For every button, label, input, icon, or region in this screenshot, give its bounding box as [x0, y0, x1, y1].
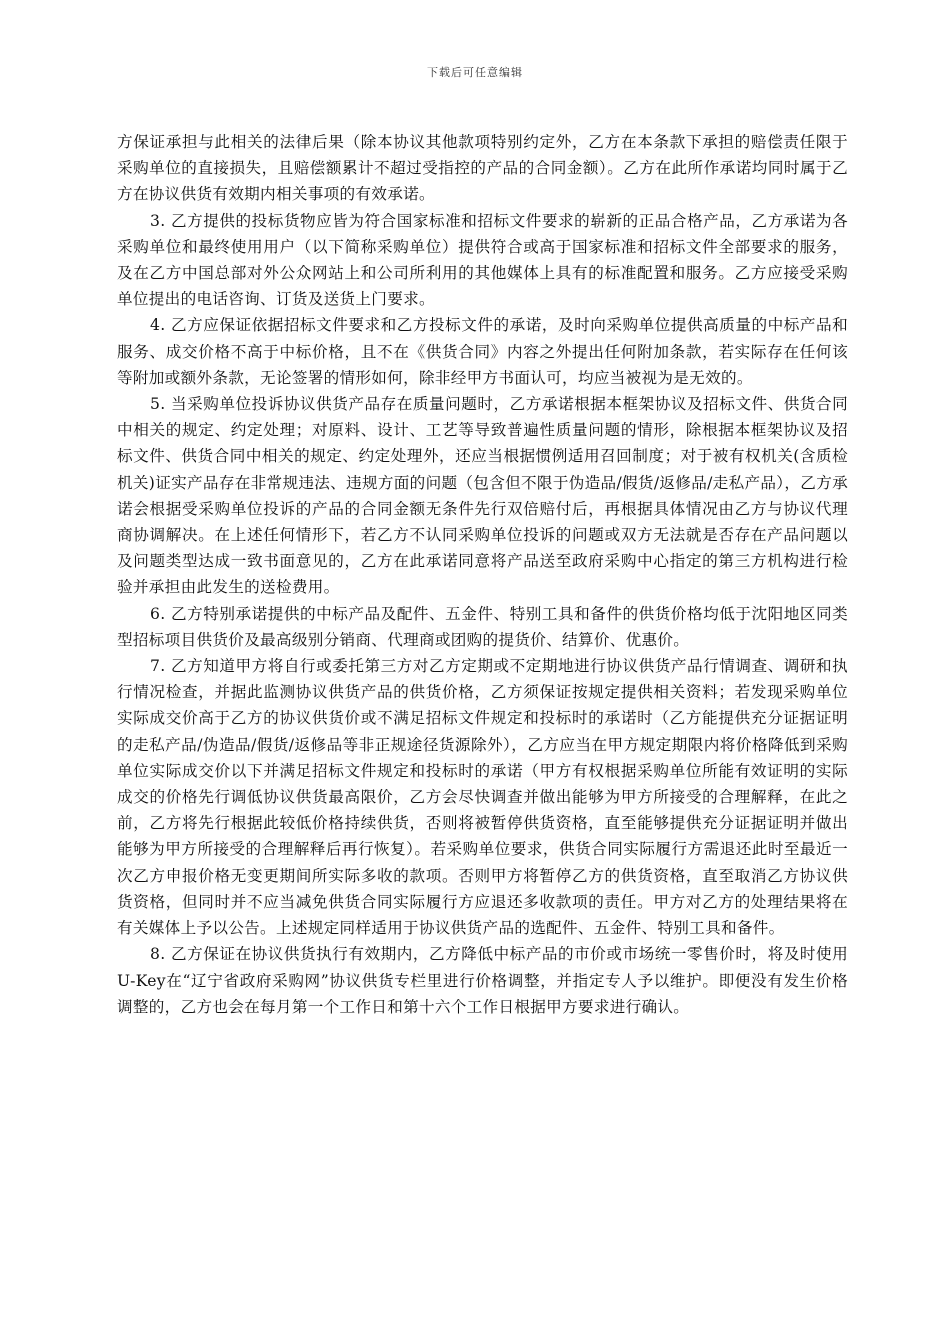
paragraph-clause-5: 5. 当采购单位投诉协议供货产品存在质量问题时，乙方承诺根据本框架协议及招标文件、供货合同中相关的规定、约定处理；对原料、设计、工艺等导致普遍性质量问题的情形，除根据本框架协议及招标文件、供货合同中相关的规定、约定处理外，还应当根据惯例适用召回制度；对于被有权机关(含质检机关)证实产品存在非常规违法、违规方面的问题（包含但不限于伪造品/假货/返修品/走私产品），乙方承诺会根据受采购单位投诉的产品的合同金额无条件先行双倍赔付后，再根据具体情况由乙方与协议代理商协调解决。在上述任何情形下，若乙方不认同采购单位投诉的问题或双方无法就是否存在产品问题以及问题类型达成一致书面意见的，乙方在此承诺同意将产品送至政府采购中心指定的第三方机构进行检验并承担由此发生的送检费用。: [117, 395, 848, 597]
document-body: [117, 129, 848, 1020]
paragraph-clause-4: 4. 乙方应保证依据招标文件要求和乙方投标文件的承诺，及时向采购单位提供高质量的中标产品和服务、成交价格不高于中标价格，且不在《供货合同》内容之外提出任何附加条款，若实际存在任何该等附加或额外条款，无论签署的情形如何，除非经甲方书面认可，均应当被视为是无效的。: [117, 316, 848, 387]
paragraph-clause-6: 6. 乙方特别承诺提供的中标产品及配件、五金件、特别工具和备件的供货价格均低于沈阳地区同类型招标项目供货价及最高级别分销商、代理商或团购的提货价、结算价、优惠价。: [117, 604, 848, 649]
paragraph-clause-8: 8. 乙方保证在协议供货执行有效期内，乙方降低中标产品的市价或市场统一零售价时，将及时使用U-Key在“辽宁省政府采购网”协议供货专栏里进行价格调整，并指定专人予以维护。即便没有发生价格调整的，乙方也会在每月第一个工作日和第十六个工作日根据甲方要求进行确认。: [117, 945, 848, 1016]
paragraph-continuation: 方保证承担与此相关的法律后果（除本协议其他款项特别约定外，乙方在本条款下承担的赔偿责任限于采购单位的直接损失，且赔偿额累计不超过受指控的产品的合同金额）。乙方在此所作承诺均同时属于乙方在协议供货有效期内相关事项的有效承诺。: [117, 133, 848, 204]
page-header: 下载后可任意编辑: [427, 66, 523, 79]
paragraph-clause-3: 3. 乙方提供的投标货物应皆为符合国家标准和招标文件要求的崭新的正品合格产品，乙方承诺为各采购单位和最终使用用户（以下简称采购单位）提供符合或高于国家标准和招标文件全部要求的服务，及在乙方中国总部对外公众网站上和公司所利用的其他媒体上具有的标准配置和服务。乙方应接受采购单位提出的电话咨询、订货及送货上门要求。: [117, 211, 848, 309]
paragraph-clause-7: 7. 乙方知道甲方将自行或委托第三方对乙方定期或不定期地进行协议供货产品行情调查、调研和执行情况检查，并据此监测协议供货产品的供货价格，乙方须保证按规定提供相关资料；若发现采购单位实际成交价高于乙方的协议供货价或不满足招标文件规定和投标时的承诺时（乙方能提供充分证据证明的走私产品/伪造品/假货/返修品等非正规途径货源除外），乙方应当在甲方规定期限内将价格降低到采购单位实际成交价以下并满足招标文件规定和投标时的承诺（甲方有权根据采购单位所能有效证明的实际成交的价格先行调低协议供货最高限价，乙方会尽快调查并做出能够为甲方所接受的合理解释，在此之前，乙方将先行根据此较低价格持续供货，否则将被暂停供货资格，直至能够提供充分证据证明并做出能够为甲方所接受的合理解释后再行恢复）。若采购单位要求，供货合同实际履行方需退还此时至最近一次乙方申报价格无变更期间所实际多收的款项。否则甲方将暂停乙方的供货资格，直至取消乙方协议供货资格，但同时并不应当减免供货合同实际履行方应退还多收款项的责任。甲方对乙方的处理结果将在有关媒体上予以公告。上述规定同样适用于协议供货产品的选配件、五金件、特别工具和备件。: [117, 657, 848, 938]
